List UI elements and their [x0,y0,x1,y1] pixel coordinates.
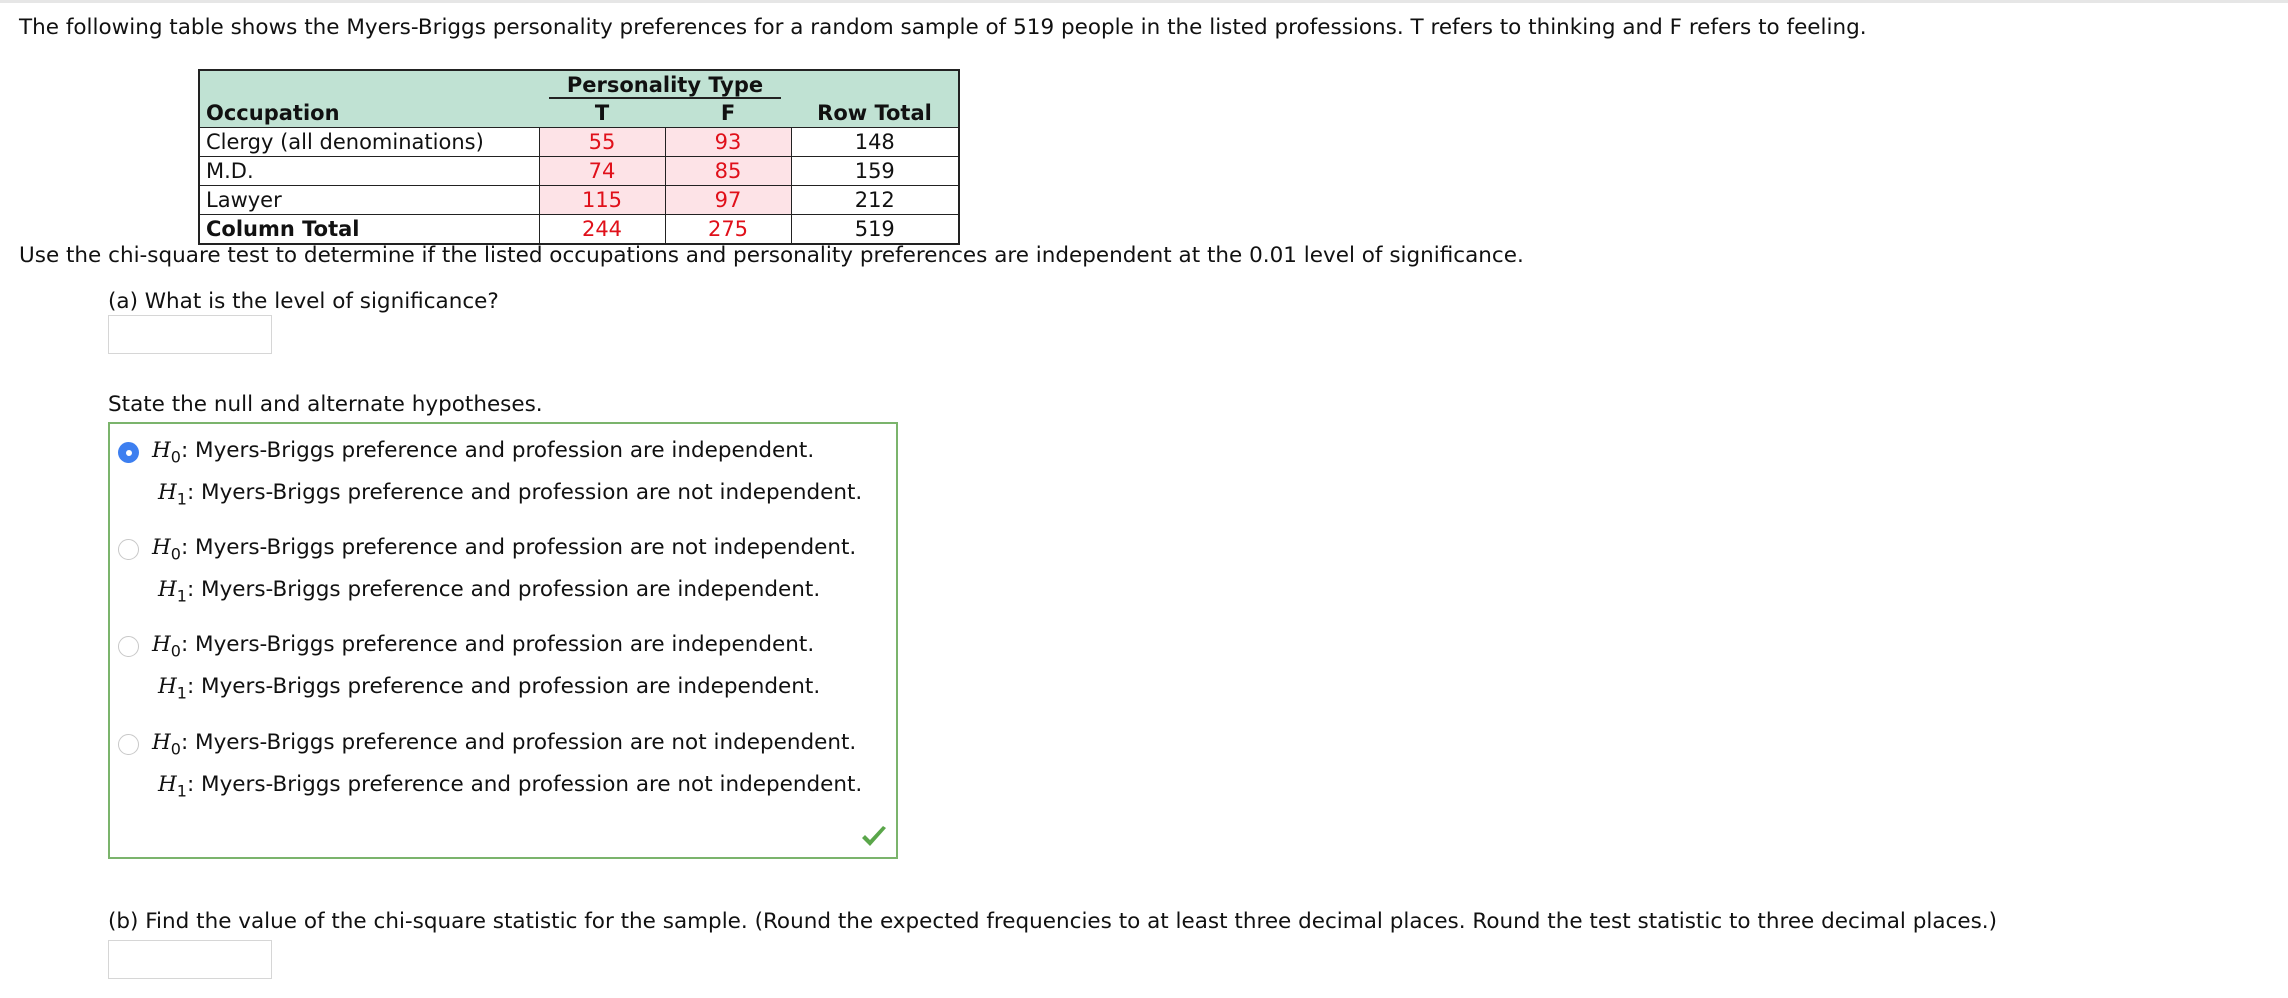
occupation-cell: Clergy (all denominations) [199,128,539,157]
question-a: (a) What is the level of significance? [108,289,499,314]
radio-button[interactable] [118,734,139,755]
column-total-label: Column Total [199,215,539,245]
myers-briggs-table [198,69,960,245]
table-row [199,157,959,186]
occupation-header: Occupation [199,99,539,128]
h0-symbol: $H_0$ [152,632,181,661]
t-cell: 55 [539,128,665,157]
radio-button-selected[interactable] [118,442,139,463]
h1-statement: $H_1$: Myers-Briggs preference and profession are not independent. [158,772,863,801]
t-cell: 74 [539,157,665,186]
h0-statement: $H_0$: Myers-Briggs preference and profession are independent. [152,438,815,467]
h1-symbol: $H_1$ [158,772,187,801]
h1-statement: $H_1$: Myers-Briggs preference and profession are independent. [158,577,821,606]
h0-statement: $H_0$: Myers-Briggs preference and profession are not independent. [152,730,857,759]
radio-button[interactable] [118,539,139,560]
h1-statement: $H_1$: Myers-Briggs preference and profession are not independent. [158,480,863,509]
row-total-cell: 159 [791,157,959,186]
t-total-cell: 244 [539,215,665,245]
f-cell: 97 [665,186,791,215]
h0-statement: $H_0$: Myers-Briggs preference and profession are independent. [152,632,815,661]
chi-square-instruction: Use the chi-square test to determine if the listed occupations and personality preferences are independent at the 0.01 level of significance. [19,243,1524,268]
h1-symbol: $H_1$ [158,577,187,606]
h0-statement: $H_0$: Myers-Briggs preference and profession are not independent. [152,535,857,564]
occupation-cell: M.D. [199,157,539,186]
h1-symbol: $H_1$ [158,480,187,509]
table-header-row-2 [199,99,959,128]
t-cell: 115 [539,186,665,215]
table-header-row-1 [199,70,959,99]
significance-answer-input[interactable] [108,315,272,354]
question-b: (b) Find the value of the chi-square statistic for the sample. (Round the expected frequencies to at least three decimal places. Round the test statistic to three decimal places.) [108,909,1997,934]
h0-symbol: $H_0$ [152,535,181,564]
table-row [199,128,959,157]
top-divider [0,0,2288,3]
checkmark-icon [860,825,888,849]
problem-intro: The following table shows the Myers-Briggs personality preferences for a random sample of 519 people in the listed professions. T refers to thinking and F refers to feeling. [19,15,1867,40]
h0-symbol: $H_0$ [152,438,181,467]
row-total-header: Row Total [791,99,959,128]
f-header: F [665,99,791,128]
f-cell: 85 [665,157,791,186]
t-header: T [539,99,665,128]
occupation-cell: Lawyer [199,186,539,215]
f-cell: 93 [665,128,791,157]
radio-button[interactable] [118,636,139,657]
hypotheses-options-box [108,422,898,859]
table-row [199,186,959,215]
f-total-cell: 275 [665,215,791,245]
h1-statement: $H_1$: Myers-Briggs preference and profession are independent. [158,674,821,703]
column-total-row [199,215,959,245]
personality-type-header: Personality Type [539,70,791,99]
grand-total-cell: 519 [791,215,959,245]
hypotheses-prompt: State the null and alternate hypotheses. [108,392,543,417]
row-total-cell: 148 [791,128,959,157]
chi-square-answer-input[interactable] [108,940,272,979]
h0-symbol: $H_0$ [152,730,181,759]
h1-symbol: $H_1$ [158,674,187,703]
row-total-cell: 212 [791,186,959,215]
